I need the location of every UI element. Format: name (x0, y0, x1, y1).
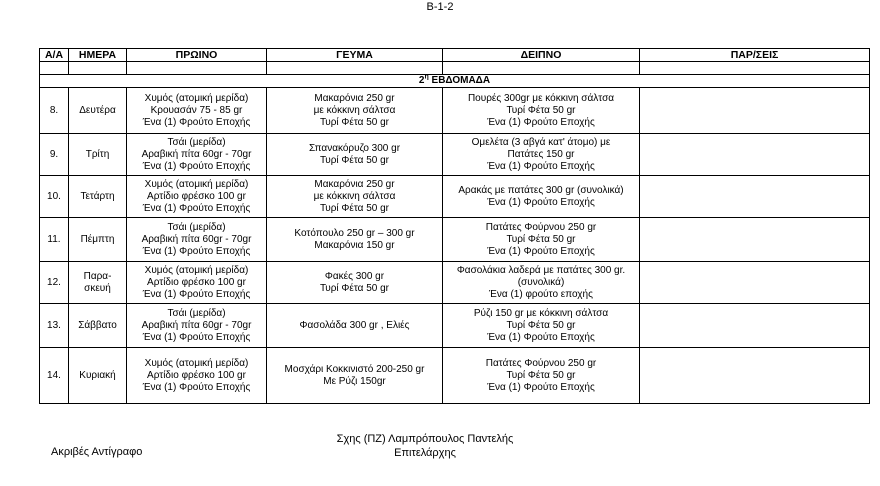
week-text: ΕΒΔΟΜΑΔΑ (428, 75, 491, 86)
day-name-line: σκευή (84, 282, 111, 294)
breakfast-cell-line: Ένα (1) Φρούτο Εποχής (142, 202, 251, 214)
week-label (40, 75, 870, 88)
breakfast-cell-line: Χυμός (ατομική μερίδα) (144, 92, 249, 104)
lunch-cell-line: Μακαρόνια 250 gr (314, 178, 395, 190)
breakfast-cell-line: Τσάι (μερίδα) (167, 307, 226, 319)
lunch-cell (267, 348, 443, 404)
dinner-cell-line: Ένα (1) Φρούτο Εποχής (487, 381, 595, 393)
dinner-cell-line: Πατάτες 150 gr (507, 148, 575, 160)
dinner-cell-line: Ομελέτα (3 αβγά κατ' άτομο) με (471, 136, 611, 148)
col-header-lunch: ΓΕΥΜΑ (267, 49, 443, 62)
dinner-cell-line: Φασολάκια λαδερά με πατάτες 300 gr. (456, 264, 626, 276)
lunch-cell (267, 176, 443, 218)
lunch-cell-line: Σπανακόρυζο 300 gr (308, 142, 401, 154)
lunch-cell-line: Φακές 300 gr (324, 270, 385, 282)
breakfast-cell-line: Αραβική πίτα 60gr - 70gr (141, 233, 252, 245)
menu-row (40, 262, 870, 304)
dinner-cell-line: Ρύζι 150 gr με κόκκινη σάλτσα (473, 307, 609, 319)
col-header-breakfast: ΠΡΩΙΝΟ (127, 49, 267, 62)
dinner-cell-line: Ένα (1) Φρούτο Εποχής (487, 331, 595, 343)
dinner-cell-line: Πατάτες Φούρνου 250 gr (485, 221, 597, 233)
col-header-day: ΗΜΕΡΑ (69, 49, 127, 62)
day-name-line: Τετάρτη (80, 190, 115, 202)
week-number: 2 (418, 75, 425, 86)
breakfast-cell-line: Κρουασάν 75 - 85 gr (150, 104, 243, 116)
lunch-cell (267, 218, 443, 262)
dinner-cell (443, 218, 640, 262)
breakfast-cell-line: Αρτίδιο φρέσκο 100 gr (147, 276, 246, 288)
breakfast-cell-line: Αραβική πίτα 60gr - 70gr (141, 148, 252, 160)
dinner-cell (443, 176, 640, 218)
lunch-cell-line: Τυρί Φέτα 50 gr (319, 282, 389, 294)
breakfast-cell-line: Ένα (1) Φρούτο Εποχής (142, 160, 251, 172)
blank-cell (267, 62, 443, 75)
lunch-cell-line: Τυρί Φέτα 50 gr (319, 116, 389, 128)
breakfast-cell-line: Ένα (1) Φρούτο Εποχής (142, 245, 251, 257)
notes-cell (640, 348, 870, 404)
day-name (69, 348, 127, 404)
dinner-cell-line: (συνολικά) (517, 276, 565, 288)
dinner-cell-line: Ένα (1) Φρούτο Εποχής (487, 196, 595, 208)
breakfast-cell (127, 262, 267, 304)
breakfast-cell-line: Αρτίδιο φρέσκο 100 gr (147, 190, 246, 202)
menu-row (40, 304, 870, 348)
day-name-line: Τρίτη (85, 148, 110, 160)
notes-cell (640, 176, 870, 218)
dinner-cell (443, 88, 640, 134)
breakfast-cell-line: Τσάι (μερίδα) (167, 136, 226, 148)
notes-cell (640, 304, 870, 348)
notes-cell (640, 262, 870, 304)
blank-cell (69, 62, 127, 75)
breakfast-cell-line: Αρτίδιο φρέσκο 100 gr (147, 369, 246, 381)
document-reference: B-1-2 (426, 1, 454, 13)
lunch-cell (267, 304, 443, 348)
breakfast-cell-line: Χυμός (ατομική μερίδα) (144, 178, 249, 190)
menu-row (40, 88, 870, 134)
day-name-line: Παρα- (83, 270, 112, 282)
breakfast-cell-line: Αραβική πίτα 60gr - 70gr (141, 319, 252, 331)
breakfast-cell (127, 88, 267, 134)
lunch-cell-line: Μακαρόνια 250 gr (314, 92, 395, 104)
lunch-cell (267, 134, 443, 176)
dinner-cell-line: Πατάτες Φούρνου 250 gr (485, 357, 597, 369)
menu-row (40, 348, 870, 404)
lunch-cell-line: με κόκκινη σάλτσα (313, 190, 396, 202)
lunch-cell-line: Με Ρύζι 150gr (323, 375, 386, 387)
day-name (69, 176, 127, 218)
breakfast-cell (127, 304, 267, 348)
breakfast-cell-line: Χυμός (ατομική μερίδα) (144, 264, 249, 276)
dinner-cell-line: Ένα (1) φρούτο εποχής (489, 288, 593, 300)
col-header-dinner: ΔΕΙΠΝΟ (443, 49, 640, 62)
dinner-cell-line: Τυρί Φέτα 50 gr (506, 319, 576, 331)
lunch-cell (267, 262, 443, 304)
menu-row (40, 134, 870, 176)
row-number: 10. (40, 176, 69, 218)
week-ordinal: η (424, 74, 429, 81)
breakfast-cell-line: Χυμός (ατομική μερίδα) (144, 357, 249, 369)
breakfast-cell-line: Ένα (1) Φρούτο Εποχής (142, 331, 251, 343)
week-row (40, 75, 870, 88)
dinner-cell-line: Ένα (1) Φρούτο Εποχής (487, 245, 595, 257)
dinner-cell-line: Τυρί Φέτα 50 gr (506, 369, 576, 381)
breakfast-cell (127, 218, 267, 262)
row-number: 9. (40, 134, 69, 176)
dinner-cell-line: Τυρί Φέτα 50 gr (506, 233, 576, 245)
row-number: 11. (40, 218, 69, 262)
dinner-cell-line: Αρακάς με πατάτες 300 gr (συνολικά) (458, 184, 624, 196)
lunch-cell-line: Φασολάδα 300 gr , Ελιές (299, 319, 410, 331)
dinner-cell-line: Ένα (1) Φρούτο Εποχής (487, 160, 595, 172)
blank-row (40, 62, 870, 75)
lunch-cell-line: Κοτόπουλο 250 gr – 300 gr (294, 227, 415, 239)
signature-block (300, 432, 550, 460)
breakfast-cell-line: Ένα (1) Φρούτο Εποχής (142, 288, 251, 300)
dinner-cell-line: Ένα (1) Φρούτο Εποχής (487, 116, 595, 128)
day-name (69, 218, 127, 262)
lunch-cell-line: Τυρί Φέτα 50 gr (319, 202, 389, 214)
day-name (69, 88, 127, 134)
lunch-cell-line: Μακαρόνια 150 gr (314, 239, 395, 251)
dinner-cell (443, 134, 640, 176)
dinner-cell-line: Τυρί Φέτα 50 gr (506, 104, 576, 116)
header-row (40, 49, 870, 62)
col-header-aa: Α/Α (40, 49, 69, 62)
blank-cell (40, 62, 69, 75)
dinner-cell (443, 262, 640, 304)
certified-copy-label: Ακριβές Αντίγραφο (51, 446, 143, 458)
signer-title: Επιτελάρχης (394, 447, 456, 459)
signer-name: Σχης (ΠΖ) Λαμπρόπουλος Παντελής (336, 433, 514, 445)
notes-cell (640, 88, 870, 134)
day-name-line: Κυριακή (79, 369, 116, 381)
lunch-cell (267, 88, 443, 134)
notes-cell (640, 218, 870, 262)
lunch-cell-line: Τυρί Φέτα 50 gr (319, 154, 389, 166)
day-name (69, 134, 127, 176)
day-name (69, 262, 127, 304)
notes-cell (640, 134, 870, 176)
dinner-cell (443, 304, 640, 348)
lunch-cell-line: με κόκκινη σάλτσα (313, 104, 396, 116)
day-name-line: Δευτέρα (79, 104, 116, 116)
row-number: 8. (40, 88, 69, 134)
day-name-line: Σάββατο (78, 319, 117, 331)
menu-row (40, 218, 870, 262)
breakfast-cell-line: Ένα (1) Φρούτο Εποχής (142, 381, 251, 393)
breakfast-cell (127, 176, 267, 218)
breakfast-cell-line: Ένα (1) Φρούτο Εποχής (142, 116, 251, 128)
weekly-menu-table (39, 48, 870, 404)
col-header-notes: ΠΑΡ/ΣΕΙΣ (640, 49, 870, 62)
day-name (69, 304, 127, 348)
row-number: 13. (40, 304, 69, 348)
breakfast-cell-line: Τσάι (μερίδα) (167, 221, 226, 233)
breakfast-cell (127, 134, 267, 176)
dinner-cell-line: Πουρές 300gr με κόκκινη σάλτσα (467, 92, 615, 104)
lunch-cell-line: Μοσχάρι Κοκκινιστό 200-250 gr (284, 363, 425, 375)
dinner-cell (443, 348, 640, 404)
row-number: 14. (40, 348, 69, 404)
blank-cell (127, 62, 267, 75)
breakfast-cell (127, 348, 267, 404)
day-name-line: Πέμπτη (80, 233, 115, 245)
blank-cell (443, 62, 640, 75)
row-number: 12. (40, 262, 69, 304)
menu-row (40, 176, 870, 218)
blank-cell (640, 62, 870, 75)
